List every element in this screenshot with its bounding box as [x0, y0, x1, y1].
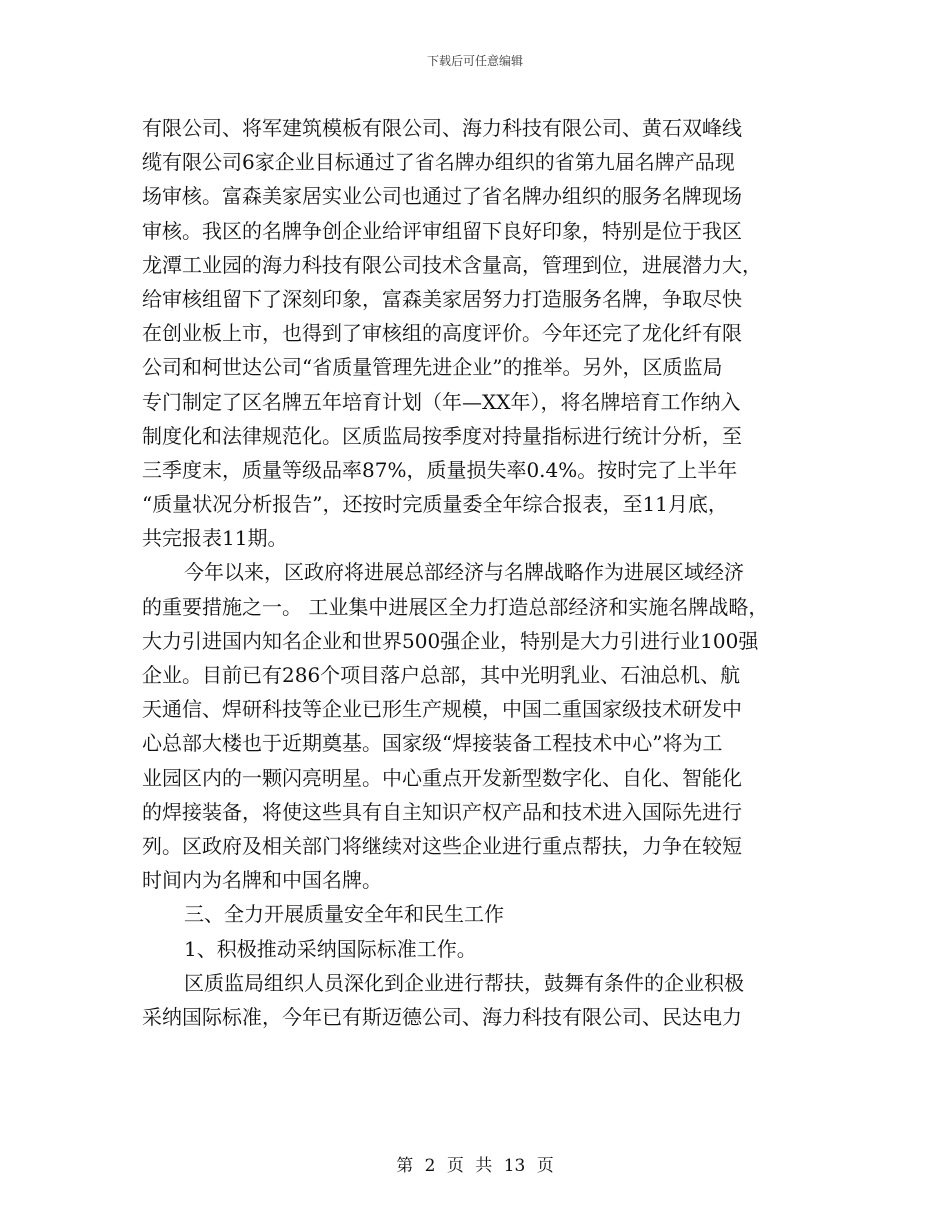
paragraph-line: 采纳国际标准，今年已有斯迈德公司、海力科技有限公司、民达电力 — [142, 1004, 742, 1029]
paragraph-line: 的重要措施之一。 工业集中进展区全力打造总部经济和实施名牌战略， — [142, 594, 769, 619]
paragraph-line: 心总部大楼也于近期奠基。国家级“焊接装备工程技术中心”将为工 — [142, 731, 723, 756]
paragraph-line: 给审核组留下了深刻印象，富森美家居努力打造服务名牌，争取尽快 — [142, 286, 742, 311]
paragraph-line: 专门制定了区名牌五年培育计划（年—XX年），将名牌培育工作纳入 — [142, 389, 741, 414]
paragraph-line: 的焊接装备，将使这些具有自主知识产权产品和技术进入国际先进行 — [142, 799, 742, 824]
paragraph-line: 龙潭工业园的海力科技有限公司技术含量高，管理到位，进展潜力大， — [142, 252, 762, 277]
paragraph-first-line: 今年以来，区政府将进展总部经济与名牌战略作为进展区域经济 — [184, 560, 744, 585]
subsection-heading: 1、积极推动采纳国际标准工作。 — [184, 936, 477, 961]
paragraph-line: 场审核。富森美家居实业公司也通过了省名牌办组织的服务名牌现场 — [142, 184, 742, 209]
paragraph-line: 三季度末，质量等级品率87%，质量损失率0.4%。按时完了上半年 — [142, 457, 738, 482]
paragraph-line: 时间内为名牌和中国名牌。 — [142, 868, 382, 893]
paragraph-line: 业园区内的一颗闪亮明星。中心重点开发新型数字化、自化、智能化 — [142, 765, 742, 790]
body-text — [142, 111, 808, 1034]
paragraph-line: 有限公司、将军建筑模板有限公司、海力科技有限公司、黄石双峰线 — [142, 116, 742, 140]
section-heading: 三、全力开展质量安全年和民生工作 — [184, 902, 504, 927]
paragraph-first-line: 区质监局组织人员深化到企业进行帮扶，鼓舞有条件的企业积极 — [184, 970, 744, 995]
paragraph-line: 公司和柯世达公司“省质量管理先进企业”的推举。另外，区质监局 — [142, 355, 723, 380]
paragraph-line: 审核。我区的名牌争创企业给评审组留下良好印象，特别是位于我区 — [142, 218, 742, 243]
paragraph-line: 制度化和法律规范化。区质监局按季度对持量指标进行统计分析，至 — [142, 423, 742, 448]
paragraph-line: 在创业板上市，也得到了审核组的高度评价。今年还完了龙化纤有限 — [142, 321, 742, 346]
paragraph-line: 企业。目前已有286个项目落户总部，其中光明乳业、石油总机、航 — [142, 663, 741, 687]
paragraph-line: 大力引进国内知名企业和世界500强企业，特别是大力引进行业100强 — [142, 628, 759, 653]
header-note: 下载后可任意编辑 — [426, 54, 523, 68]
page-number-footer: 第 2 页 共 13 页 — [396, 1156, 554, 1176]
paragraph-line: 天通信、焊研科技等企业已形生产规模，中国二重国家级技术研发中 — [142, 697, 742, 722]
paragraph-line: 缆有限公司6家企业目标通过了省名牌办组织的省第九届名牌产品现 — [142, 150, 735, 175]
paragraph-line: 共完报表11期。 — [142, 526, 288, 551]
paragraph-line: 列。区政府及相关部门将继续对这些企业进行重点帮扶，力争在较短 — [142, 833, 742, 858]
paragraph-line: “质量状况分析报告”，还按时完质量委全年综合报表，至11月底， — [142, 492, 728, 517]
